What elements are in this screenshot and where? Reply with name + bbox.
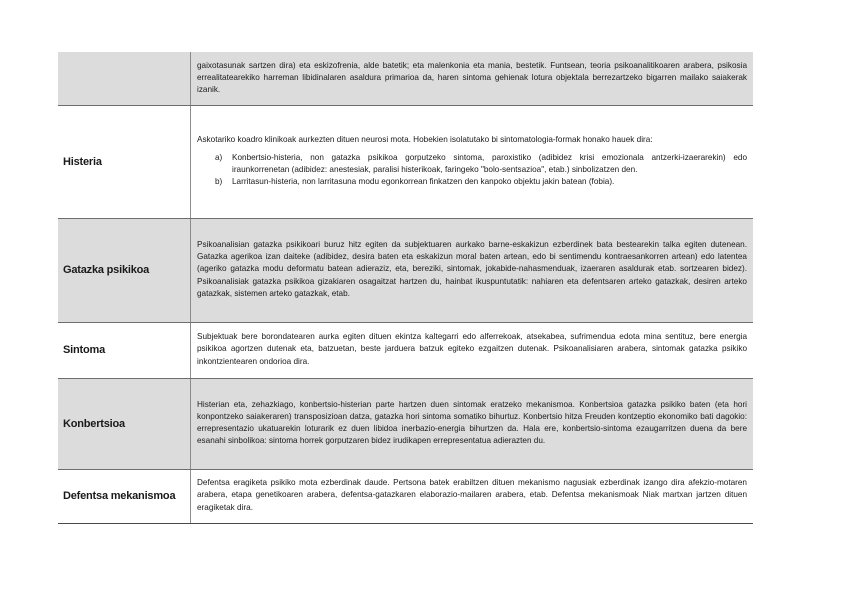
definition-text: Histerian eta, zehazkiago, konbertsio-histerian parte hartzen duen sintomak eratzeko mekanismoa. Konbertsioa gatazka psikiko baten (eta hori konpontzeko saiakeraren) transposizioan datza, gatazka hori sintoma somatiko bihurtuz. Konbertsio hitza Freuden kontzeptio ekonomiko bati dagokio: errepresentazio ukatuarekin loturarik ez duen libidoa inerbazio-energia bihurtzen da. Hala ere, konbertsio-sintoma ezaugarritzen duena da bere esanahi sinbolikoa: sintoma horrek gorputzaren bidez irudikapen errepresentatua adierazten du.: [197, 399, 747, 446]
definition-text: Defentsa eragiketa psikiko mota ezberdinak daude. Pertsona batek erabiltzen dituen mekanismo nagusiak ezberdinak izango dira afekzio-motaren arabera, etapa genetikoaren arabera, defentsa-gatazkaren elaborazio-mailaren arabera, etab. Defentsa mekanismoak Niak martxan jartzen dituen eragiketak dira.: [197, 478, 747, 512]
term-cell: [58, 52, 191, 105]
definition-list: [197, 152, 747, 189]
table-row: [58, 322, 753, 378]
list-item: [197, 152, 747, 176]
definition-text: Subjektuak bere borondatearen aurka egiten dituen ekintza kaltegarri edo alferrekoak, atsekabea, sufrimendua edota mina sentituz, bere energia psikikoa agortzen dutenak eta, batzuetan, beste jarduera batzuk egiteko ezgaitzen dutenak. Psikoanalisiaren arabera, sintomak gatazka psikiko inkontzientearen ondorioa dira.: [197, 332, 747, 366]
definition-text: Psikoanalisian gatazka psikikoari buruz hitz egiten da subjektuaren aurkako barne-eskakizun ezberdinek bata bestearekin talka egiten dutenean. Gatazka agerikoa izan daiteke (adibidez, desira baten eta eskakizun moral baten artean, edo bi sentimendu kontraesankorren artean) edo latentea (ageriko gatazka modu deformatu batean adieraziz, eta, bereziki, sintomak, jokabide-nahasmenduak, izaeraren asaldurak etab. sortzearen bidez). Psikoanalisiak gatazka psikikoa gizakiaren osagaitzat hartzen du, hainbat ikuspuntutatik: nahiaren eta defentsaren arteko gatazkak, desiren arteko gatazkak, sistemen arteko gatazkak, etab.: [197, 239, 747, 298]
definition-text: gaixotasunak sartzen dira) eta eskizofrenia, alde batetik; eta malenkonia eta mania, bestetik. Funtsean, teoria psikoanalitikoaren arabera, psikosia errealitatearekiko harreman libidinalaren asaldura primarioa da, haren sintoma gehienak lotura objektala berrezartzeko bigarren mailako saiakerak izanik.: [197, 60, 747, 95]
definition-cell: [191, 322, 754, 378]
table-row: [58, 218, 753, 322]
table-row: [58, 52, 753, 105]
term-cell: Sintoma: [58, 322, 191, 378]
definition-cell: [191, 378, 754, 469]
table-row: [58, 378, 753, 469]
list-item-text: Konbertsio-histeria, non gatazka psikikoa gorputzeko sintoma, paroxistiko (adibidez krisi emozionala antzerki-izaerarekin) edo iraunkorrenetan (adibidez: anestesiak, paralisi histerikoak, faringeko "bolo-sentsazioa", etab.) sinbolizatzen den.: [232, 152, 747, 174]
definition-cell: [191, 52, 754, 105]
list-marker: b): [215, 177, 223, 187]
definition-cell: [191, 469, 754, 523]
term-cell: Histeria: [58, 105, 191, 218]
definition-text: Askotariko koadro klinikoak aurkezten dituen neurosi mota. Hobekien isolatutako bi sintomatologia-formak honako hauek dira:: [197, 134, 653, 144]
table-row: [58, 469, 753, 523]
term-cell: Defentsa mekanismoa: [58, 469, 191, 523]
definition-cell: [191, 105, 754, 218]
definition-cell: [191, 218, 754, 322]
table-row: [58, 105, 753, 218]
list-item: [197, 176, 747, 188]
term-cell: Konbertsioa: [58, 378, 191, 469]
list-marker: a): [215, 152, 223, 162]
list-item-text: Larritasun-histeria, non larritasuna modu egonkorrean finkatzen den kanpoko objektu jakin batean (fobia).: [232, 177, 615, 187]
term-cell: Gatazka psikikoa: [58, 218, 191, 322]
glossary-table: [58, 52, 753, 524]
